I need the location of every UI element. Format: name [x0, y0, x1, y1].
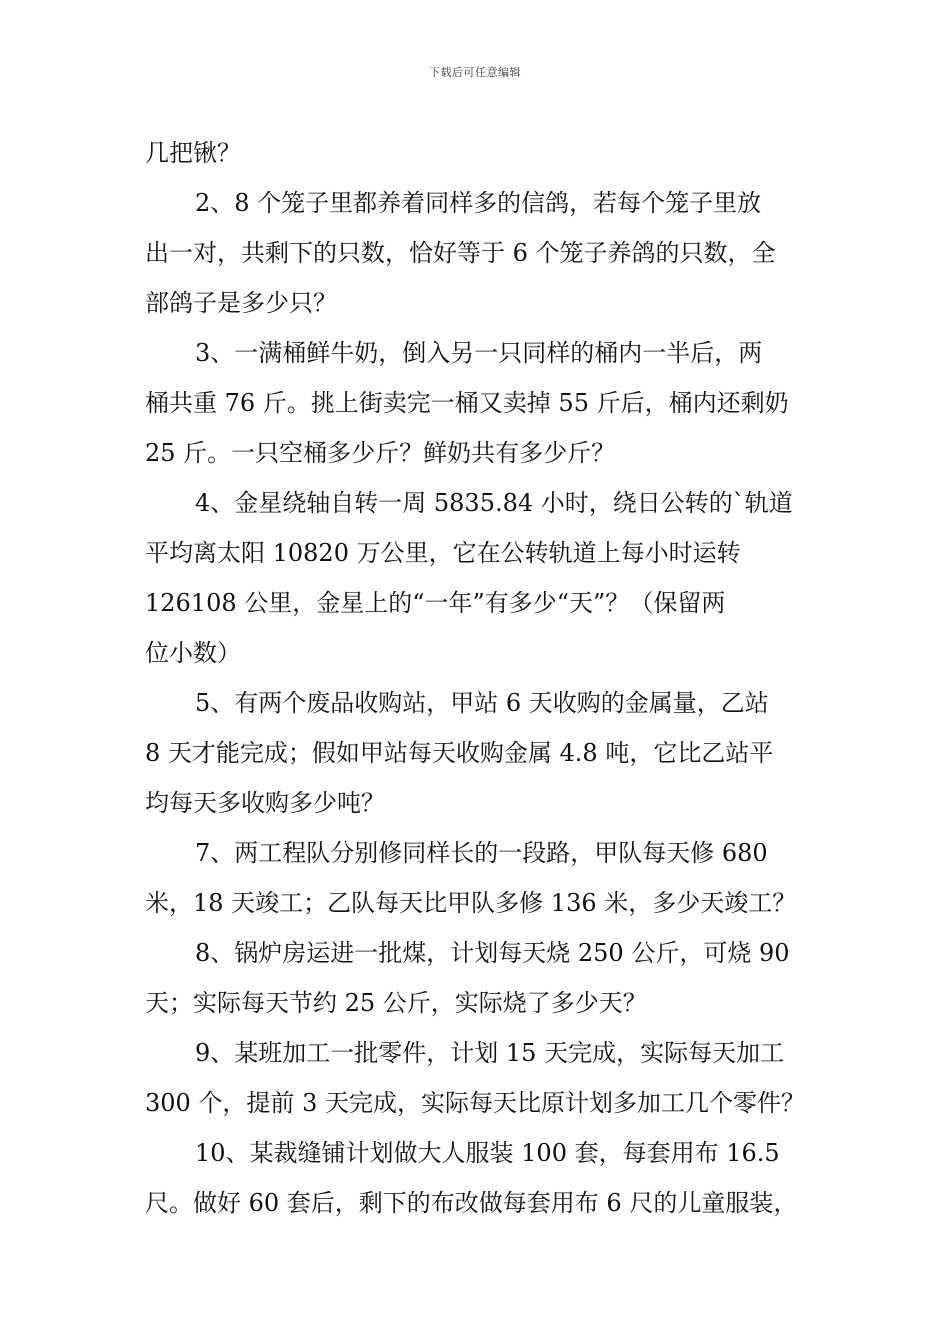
text-line: 位小数） [145, 639, 241, 667]
text-line: 天；实际每天节约 25 公斤，实际烧了多少天？ [145, 989, 647, 1017]
text-line: 均每天多收购多少吨？ [145, 789, 385, 817]
text-line: 7、两工程队分别修同样长的一段路，甲队每天修 680 [195, 839, 768, 867]
page-header: 下载后可任意编辑 [429, 66, 521, 79]
text-line: 8、锅炉房运进一批煤，计划每天烧 250 公斤，可烧 90 [195, 939, 790, 967]
text-line: 桶共重 76 斤。挑上街卖完一桶又卖掉 55 斤后，桶内还剩奶 [145, 389, 789, 417]
text-line: 8 天才能完成；假如甲站每天收购金属 4.8 吨，它比乙站平 [145, 739, 774, 767]
text-line: 部鸽子是多少只？ [145, 289, 337, 317]
text-line: 4、金星绕轴自转一周 5835.84 小时，绕日公转的`轨道 [195, 489, 793, 517]
text-line: 3、一满桶鲜牛奶，倒入另一只同样的桶内一半后，两 [195, 339, 763, 367]
text-line: 几把锹？ [145, 139, 241, 167]
text-line: 10、某裁缝铺计划做大人服装 100 套，每套用布 16.5 [195, 1139, 780, 1167]
document-body [145, 128, 810, 1228]
text-line: 平均离太阳 10820 万公里，它在公转轨道上每小时运转 [145, 539, 741, 567]
text-line: 126108 公里，金星上的“一年”有多少“天”？（保留两 [145, 589, 726, 617]
text-line: 300 个，提前 3 天完成，实际每天比原计划多加工几个零件？ [145, 1089, 805, 1117]
text-line: 2、8 个笼子里都养着同样多的信鸽，若每个笼子里放 [195, 189, 762, 217]
text-line: 25 斤。一只空桶多少斤？鲜奶共有多少斤？ [145, 439, 616, 467]
text-line: 出一对，共剩下的只数，恰好等于 6 个笼子养鸽的只数，全 [145, 239, 776, 267]
text-line: 米，18 天竣工；乙队每天比甲队多修 136 米，多少天竣工？ [145, 889, 797, 917]
text-line: 5、有两个废品收购站，甲站 6 天收购的金属量，乙站 [195, 689, 769, 717]
text-line: 尺。做好 60 套后，剩下的布改做每套用布 6 尺的儿童服装， [145, 1189, 798, 1217]
text-line: 9、某班加工一批零件，计划 15 天完成，实际每天加工 [195, 1039, 785, 1067]
